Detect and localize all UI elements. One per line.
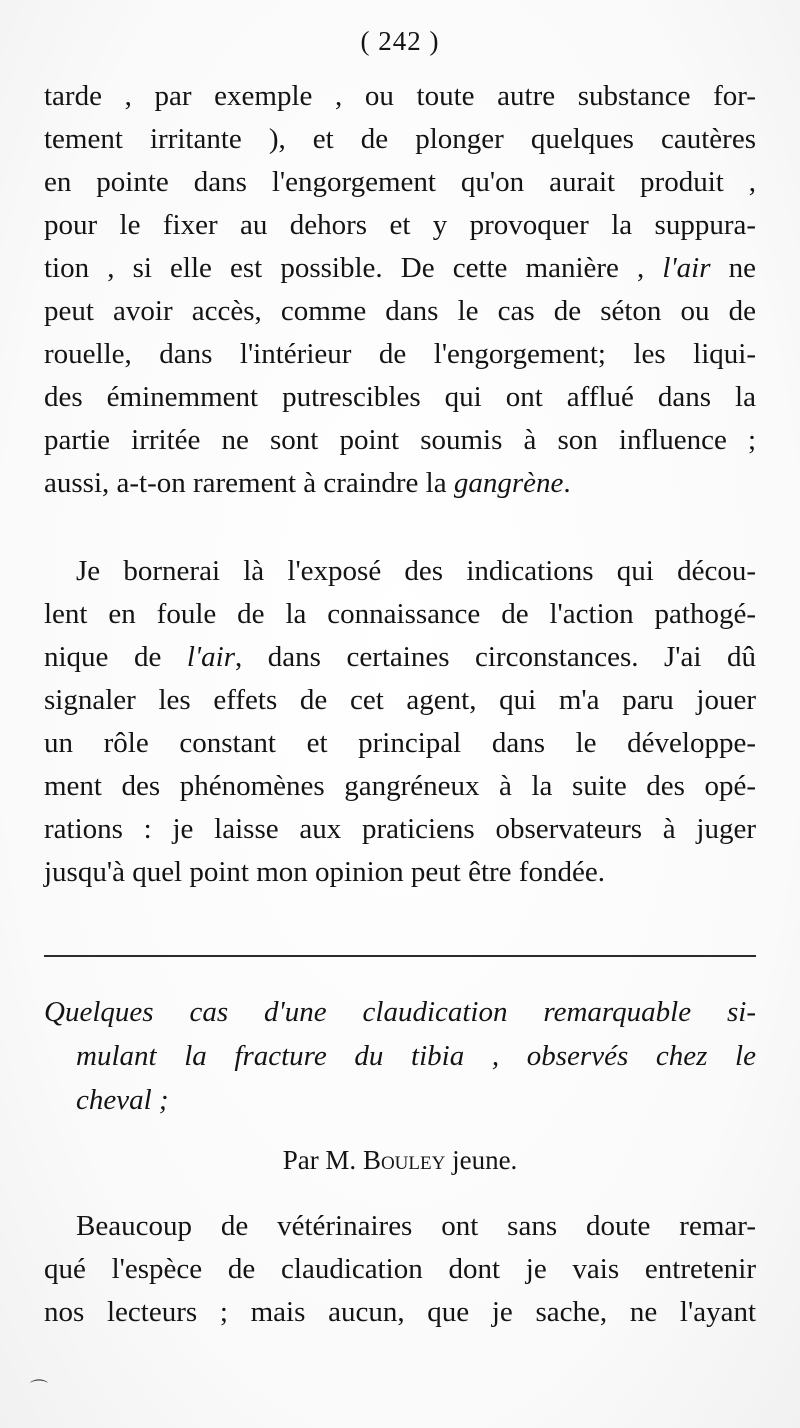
text-line: tement irritante ), et de plonger quelques cautères — [44, 123, 756, 155]
text-run: , dans certaines circonstances. J'ai dû — [234, 641, 756, 673]
title-line: Quelques cas d'une claudication remarquable si- — [44, 996, 756, 1028]
text-line: partie irritée ne sont point soumis à son influence ; — [44, 424, 756, 456]
text-line: jusqu'à quel point mon opinion peut être fondée. — [44, 856, 605, 888]
text-line: en pointe dans l'engorgement qu'on aurait produit , — [44, 166, 756, 198]
section-divider — [44, 955, 756, 957]
text-line: rations : je laisse aux praticiens observateurs à juger — [44, 813, 756, 845]
author-line — [0, 1145, 800, 1176]
author-name: Bouley — [362, 1145, 446, 1175]
title-line: mulant la fracture du tibia , observés chez le — [76, 1040, 756, 1072]
text-run: ne — [710, 252, 757, 284]
text-line: pour le fixer au dehors et y provoquer la suppura- — [44, 209, 756, 241]
text-line: ment des phénomènes gangréneux à la suite des opé- — [44, 770, 756, 802]
text-line — [44, 462, 756, 505]
text-run: aussi, a-t-on rarement à craindre la — [44, 467, 454, 499]
text-line: qué l'espèce de claudication dont je vais entretenir — [44, 1253, 756, 1285]
paragraph-1 — [44, 75, 756, 505]
italic-term: l'air — [662, 252, 711, 284]
text-line: Beaucoup de vétérinaires ont sans doute remar- — [76, 1210, 756, 1242]
text-line: signaler les effets de cet agent, qui m'a paru jouer — [44, 684, 756, 716]
text-line: des éminemment putrescibles qui ont afflué dans la — [44, 381, 756, 413]
paragraph-2 — [44, 550, 756, 894]
author-prefix: Par M. — [282, 1145, 363, 1175]
text-line: Je bornerai là l'exposé des indications qui décou- — [76, 555, 756, 587]
text-run: nique de — [44, 641, 187, 673]
italic-term: l'air — [186, 641, 235, 673]
page-number: ( 242 ) — [360, 26, 440, 56]
italic-term: gangrène — [453, 467, 564, 499]
paragraph-3 — [44, 1205, 756, 1334]
text-line: tarde , par exemple , ou toute autre substance for- — [44, 80, 756, 112]
text-line: nos lecteurs ; mais aucun, que je sache, ne l'ayant — [44, 1296, 756, 1328]
title-line: cheval ; — [76, 1084, 169, 1116]
article-title — [44, 990, 756, 1122]
text-line — [44, 636, 756, 679]
ink-speck-mark: ⌒ — [30, 1379, 48, 1400]
text-run: tion , si elle est possible. De cette manière , — [44, 252, 663, 284]
text-line: lent en foule de la connaissance de l'action pathogé- — [44, 598, 756, 630]
text-line: peut avoir accès, comme dans le cas de séton ou de — [44, 295, 756, 327]
author-suffix: jeune. — [445, 1145, 518, 1175]
text-line: un rôle constant et principal dans le développe- — [44, 727, 756, 759]
text-line: rouelle, dans l'intérieur de l'engorgement; les liqui- — [44, 338, 756, 370]
text-line — [44, 247, 756, 290]
text-run: . — [563, 467, 571, 499]
